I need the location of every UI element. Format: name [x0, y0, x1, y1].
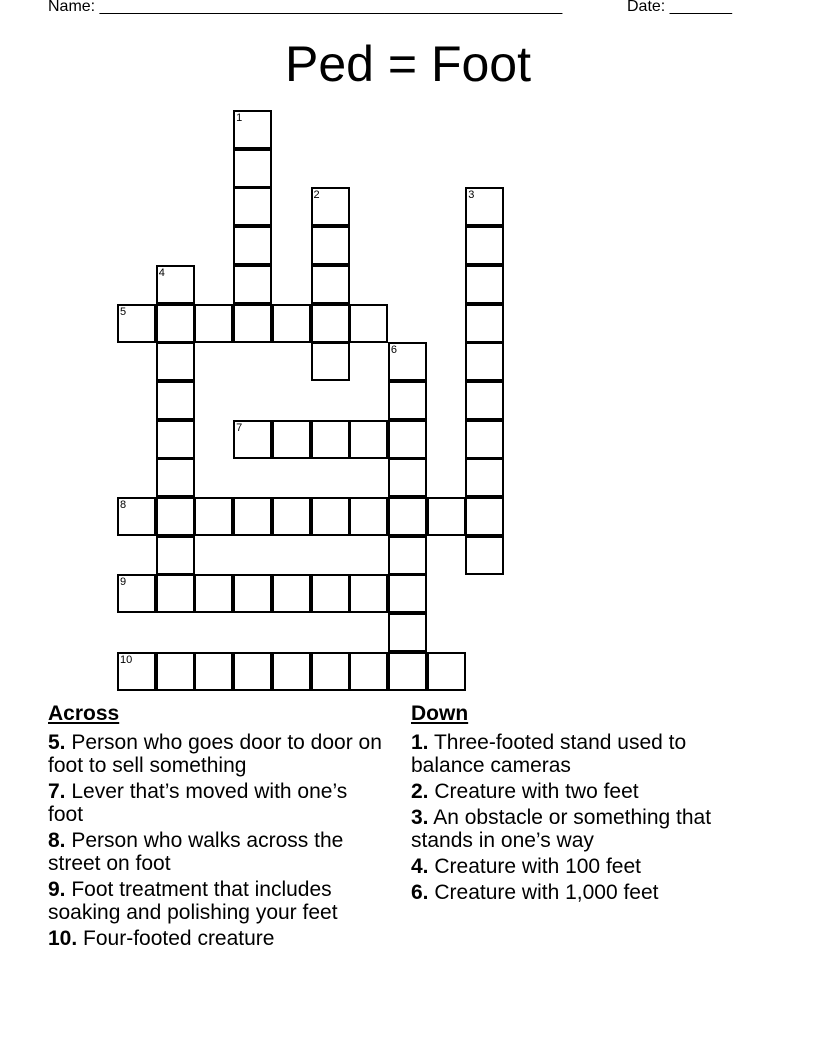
grid-cell[interactable] [117, 652, 156, 691]
cell-number: 5 [120, 305, 127, 318]
clue-number: 8. [48, 829, 66, 852]
grid-cell[interactable] [156, 265, 195, 304]
date-field[interactable]: Date: _______ [627, 0, 732, 15]
clue-down-4 [411, 855, 751, 878]
grid-cell[interactable] [156, 304, 195, 343]
grid-cell[interactable] [233, 574, 272, 613]
clue-text: Creature with 1,000 feet [434, 881, 659, 904]
grid-cell[interactable] [233, 265, 272, 304]
grid-cell[interactable] [388, 420, 427, 459]
grid-cell[interactable] [194, 497, 233, 536]
grid-cell[interactable] [465, 226, 504, 265]
clue-across-9 [48, 878, 388, 924]
grid-cell[interactable] [388, 574, 427, 613]
clue-across-7 [48, 780, 388, 826]
grid-cell[interactable] [388, 458, 427, 497]
grid-cell[interactable] [156, 652, 195, 691]
grid-cell[interactable] [465, 187, 504, 226]
grid-cell[interactable] [311, 652, 350, 691]
clue-number: 1. [411, 731, 429, 754]
grid-cell[interactable] [349, 497, 388, 536]
grid-cell[interactable] [233, 110, 272, 149]
cell-number: 9 [120, 576, 127, 589]
clue-number: 5. [48, 731, 66, 754]
down-clues [411, 702, 751, 907]
cell-number: 4 [158, 266, 165, 279]
clue-text: Creature with two feet [434, 780, 639, 803]
grid-cell[interactable] [349, 420, 388, 459]
grid-cell[interactable] [117, 304, 156, 343]
clue-number: 3. [411, 806, 429, 829]
grid-cell[interactable] [117, 574, 156, 613]
clue-text: Foot treatment that includes soaking and polishing your feet [48, 878, 338, 924]
cell-number: 3 [468, 189, 475, 202]
grid-cell[interactable] [465, 381, 504, 420]
clue-across-5 [48, 731, 388, 777]
grid-cell[interactable] [156, 497, 195, 536]
page-title: Ped = Foot [285, 36, 531, 92]
clue-text: Lever that’s moved with one’s foot [48, 780, 348, 826]
name-field[interactable]: Name: ____________________________________________________ [48, 0, 563, 15]
grid-cell[interactable] [349, 652, 388, 691]
grid-cell[interactable] [349, 304, 388, 343]
grid-cell[interactable] [233, 497, 272, 536]
grid-cell[interactable] [156, 420, 195, 459]
clue-number: 6. [411, 881, 429, 904]
clue-number: 7. [48, 780, 66, 803]
grid-cell[interactable] [233, 652, 272, 691]
grid-cell[interactable] [465, 458, 504, 497]
grid-cell[interactable] [194, 304, 233, 343]
grid-cell[interactable] [311, 342, 350, 381]
grid-cell[interactable] [272, 304, 311, 343]
clue-number: 4. [411, 855, 429, 878]
cell-number: 7 [236, 421, 243, 434]
grid-cell[interactable] [194, 652, 233, 691]
clue-down-1 [411, 731, 751, 777]
grid-cell[interactable] [427, 652, 466, 691]
grid-cell[interactable] [427, 497, 466, 536]
grid-cell[interactable] [388, 381, 427, 420]
grid-cell[interactable] [117, 497, 156, 536]
clue-text: Creature with 100 feet [434, 855, 641, 878]
grid-cell[interactable] [233, 226, 272, 265]
grid-cell[interactable] [311, 304, 350, 343]
grid-cell[interactable] [194, 574, 233, 613]
grid-cell[interactable] [311, 265, 350, 304]
grid-cell[interactable] [272, 420, 311, 459]
clue-text: Person who walks across the street on foot [48, 829, 344, 875]
grid-cell[interactable] [272, 652, 311, 691]
grid-cell[interactable] [465, 536, 504, 575]
grid-cell[interactable] [388, 497, 427, 536]
clue-down-2 [411, 780, 751, 803]
grid-cell[interactable] [388, 342, 427, 381]
grid-cell[interactable] [156, 458, 195, 497]
grid-cell[interactable] [233, 149, 272, 188]
grid-cell[interactable] [272, 574, 311, 613]
grid-cell[interactable] [233, 187, 272, 226]
grid-cell[interactable] [272, 497, 311, 536]
across-clues [48, 702, 388, 953]
grid-cell[interactable] [349, 574, 388, 613]
grid-cell[interactable] [311, 226, 350, 265]
grid-cell[interactable] [311, 574, 350, 613]
grid-cell[interactable] [465, 265, 504, 304]
across-heading: Across [48, 702, 120, 725]
grid-cell[interactable] [388, 652, 427, 691]
grid-cell[interactable] [233, 420, 272, 459]
grid-cell[interactable] [465, 304, 504, 343]
grid-cell[interactable] [156, 574, 195, 613]
grid-cell[interactable] [465, 497, 504, 536]
clue-down-6 [411, 881, 751, 904]
cell-number: 6 [390, 344, 398, 357]
grid-cell[interactable] [465, 342, 504, 381]
grid-cell[interactable] [311, 187, 350, 226]
grid-cell[interactable] [388, 613, 427, 652]
clue-text: Four-footed creature [83, 927, 275, 950]
clue-text: Person who goes door to door on foot to sell something [48, 731, 382, 777]
grid-cell[interactable] [233, 304, 272, 343]
clue-number: 10. [48, 927, 78, 950]
grid-cell[interactable] [388, 536, 427, 575]
clue-text: Three-footed stand used to balance cameras [411, 731, 687, 777]
cell-number: 8 [120, 499, 127, 511]
grid-cell[interactable] [156, 381, 195, 420]
cell-number: 1 [236, 112, 243, 124]
grid-cell[interactable] [156, 342, 195, 381]
cell-number: 2 [313, 189, 320, 202]
clue-across-8 [48, 829, 388, 875]
cell-number: 10 [120, 653, 133, 666]
clue-across-10 [48, 927, 388, 950]
grid-cell[interactable] [156, 536, 195, 575]
clue-text: An obstacle or something that stands in one’s way [411, 806, 712, 852]
clue-down-3 [411, 806, 751, 852]
clue-number: 9. [48, 878, 66, 901]
grid-cell[interactable] [311, 497, 350, 536]
grid-cell[interactable] [311, 420, 350, 459]
down-heading: Down [411, 702, 469, 725]
clue-number: 2. [411, 780, 429, 803]
grid-cell[interactable] [465, 420, 504, 459]
